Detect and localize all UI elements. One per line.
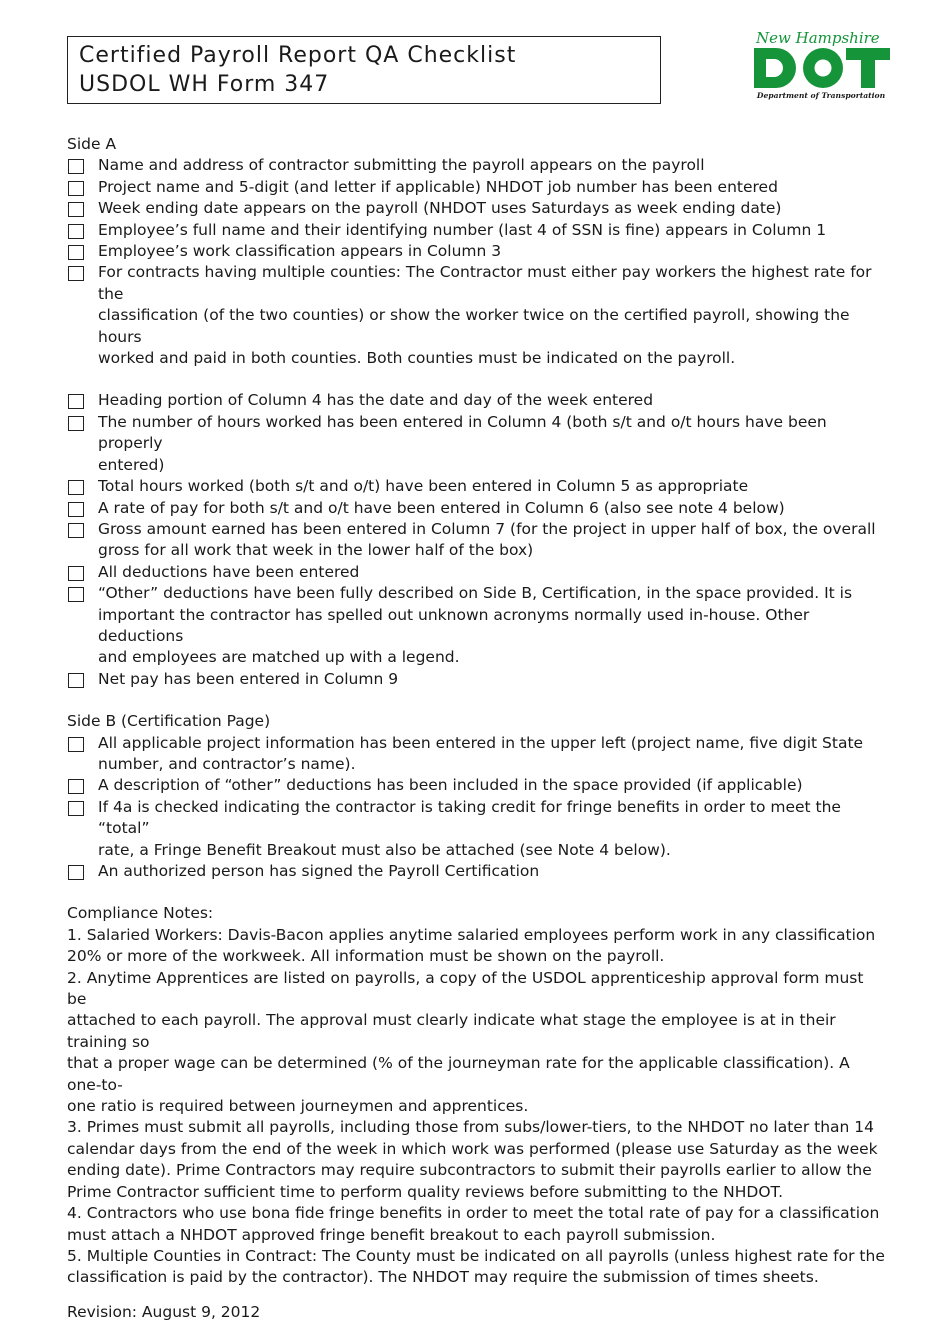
checklist-item	[67, 562, 887, 583]
title-box	[67, 36, 661, 104]
checklist-item-text: The number of hours worked has been entered in Column 4 (both s/t and o/t hours have been properly	[98, 412, 827, 453]
checklist-item-text: A description of “other” deductions has been included in the space provided (if applicable)	[98, 776, 803, 795]
checkbox[interactable]	[68, 737, 84, 752]
checklist-item-text: Gross amount earned has been entered in Column 7 (for the project in upper half of box, the overall	[98, 519, 876, 538]
checklist-item-text: All applicable project information has been entered in the upper left (project name, five digit State	[98, 733, 864, 752]
checkbox[interactable]	[68, 394, 84, 409]
compliance-note	[67, 1117, 887, 1203]
nhdot-logo	[748, 28, 894, 102]
checkbox[interactable]	[68, 480, 84, 495]
checklist-item	[67, 177, 887, 198]
checkbox[interactable]	[68, 673, 84, 688]
checkbox[interactable]	[68, 502, 84, 517]
checkbox[interactable]	[68, 245, 84, 260]
logo-subtitle: Department of Transportation	[756, 91, 886, 100]
compliance-note-text: 5. Multiple Counties in Contract: The County must be indicated on all payrolls (unless highest rate for the	[67, 1246, 885, 1265]
checklist-item	[67, 583, 887, 669]
checklist-item-text: Week ending date appears on the payroll (NHDOT uses Saturdays as week ending date)	[98, 199, 782, 218]
compliance-note-text: 3. Primes must submit all payrolls, including those from subs/lower-tiers, to the NHDOT no later than 14	[67, 1118, 874, 1137]
checklist-item	[67, 155, 887, 176]
checklist-item	[67, 861, 887, 882]
side-b-items	[67, 733, 887, 883]
compliance-notes	[67, 925, 887, 1289]
side-a-heading: Side A	[67, 135, 117, 153]
compliance-note-text: ending date). Prime Contractors may require subcontractors to submit their payrolls earlier to allow the	[67, 1161, 872, 1180]
checklist-item	[67, 733, 887, 776]
compliance-note-text: that a proper wage can be determined (% of the journeyman rate for the applicable classification). A one-to-	[67, 1054, 850, 1094]
checklist-item	[67, 262, 887, 369]
checklist-item-text: and employees are matched up with a legend.	[98, 648, 460, 667]
compliance-note	[67, 1246, 887, 1289]
checklist-item-text: “Other” deductions have been fully described on Side B, Certification, in the space provided. It is	[98, 584, 853, 603]
compliance-note-text: calendar days from the end of the week in which work was performed (please use Saturday as the week	[67, 1139, 878, 1158]
checkbox[interactable]	[68, 181, 84, 196]
checklist-item-text: Net pay has been entered in Column 9	[98, 669, 399, 688]
document-title: Certified Payroll Report QA Checklist	[79, 43, 517, 68]
checkbox[interactable]	[68, 587, 84, 602]
checklist-item	[67, 797, 887, 861]
checklist-item-text: rate, a Fringe Benefit Breakout must also be attached (see Note 4 below).	[98, 840, 671, 859]
checklist-item-text: gross for all work that week in the lower half of the box)	[98, 541, 534, 560]
checklist-item-text: worked and paid in both counties. Both counties must be indicated on the payroll.	[98, 349, 736, 368]
checklist-item-text: Employee’s work classification appears in Column 3	[98, 242, 502, 261]
checklist-item	[67, 498, 887, 519]
checklist-item-text: A rate of pay for both s/t and o/t have been entered in Column 6 (also see note 4 below)	[98, 498, 785, 517]
checkbox[interactable]	[68, 865, 84, 880]
compliance-note	[67, 925, 887, 968]
compliance-note-text: 20% or more of the workweek. All information must be shown on the payroll.	[67, 947, 665, 966]
checklist-item	[67, 476, 887, 497]
checklist-item-text: Total hours worked (both s/t and o/t) have been entered in Column 5 as appropriate	[98, 477, 749, 496]
checklist-item-text: entered)	[98, 455, 165, 474]
checklist-item	[67, 241, 887, 262]
checklist-item	[67, 519, 887, 562]
side-b-heading: Side B (Certification Page)	[67, 712, 271, 731]
checklist-item-text: An authorized person has signed the Payroll Certification	[98, 862, 540, 880]
checklist-item	[67, 669, 887, 690]
compliance-note	[67, 968, 887, 1118]
checklist-item-text: classification (of the two counties) or show the worker twice on the certified payroll, showing the hours	[98, 306, 850, 346]
checklist-item-text: For contracts having multiple counties: The Contractor must either pay workers the highest rate for the	[98, 263, 872, 303]
checklist-item	[67, 412, 887, 476]
checkbox[interactable]	[68, 224, 84, 239]
checklist-item-text: Heading portion of Column 4 has the date and day of the week entered	[98, 391, 654, 410]
checklist-item-text: number, and contractor’s name).	[98, 754, 356, 773]
compliance-heading: Compliance Notes:	[67, 904, 214, 923]
checkbox[interactable]	[68, 159, 84, 174]
compliance-note-text: classification is paid by the contractor). The NHDOT may require the submission of times sheets.	[67, 1268, 819, 1287]
compliance-note	[67, 1203, 887, 1246]
checkbox[interactable]	[68, 779, 84, 794]
checklist-item	[67, 390, 887, 411]
compliance-note-text: 1. Salaried Workers: Davis-Bacon applies anytime salaried employees perform work in any classification	[67, 925, 876, 944]
compliance-note-text: 2. Anytime Apprentices are listed on payrolls, a copy of the USDOL apprenticeship approval form must be	[67, 968, 864, 1009]
checkbox[interactable]	[68, 202, 84, 217]
checklist-item-text: Project name and 5-digit (and letter if applicable) NHDOT job number has been entered	[98, 177, 778, 196]
checklist-item-text: If 4a is checked indicating the contractor is taking credit for fringe benefits in order to meet the “total”	[98, 797, 841, 838]
checklist-item	[67, 775, 887, 796]
checkbox[interactable]	[68, 266, 84, 281]
checklist-item-text: Name and address of contractor submitting the payroll appears on the payroll	[98, 156, 705, 175]
compliance-note-text: Prime Contractor sufficient time to perform quality reviews before submitting to the NHDOT.	[67, 1182, 784, 1201]
form-number: USDOL WH Form 347	[79, 72, 330, 97]
checkbox[interactable]	[68, 566, 84, 581]
compliance-note-text: must attach a NHDOT approved fringe benefit breakout to each payroll submission.	[67, 1225, 716, 1244]
compliance-note-text: one ratio is required between journeymen and apprentices.	[67, 1097, 529, 1116]
checkbox[interactable]	[68, 523, 84, 538]
side-a-group2	[67, 390, 887, 690]
checklist-item	[67, 220, 887, 241]
side-a-group1	[67, 155, 887, 369]
checklist-item	[67, 198, 887, 219]
checklist-item-text: Employee’s full name and their identifying number (last 4 of SSN is fine) appears in Column 1	[98, 220, 827, 239]
revision-date: Revision: August 9, 2012	[67, 1302, 261, 1321]
checkbox[interactable]	[68, 416, 84, 431]
checklist-body	[67, 134, 887, 1323]
checkbox[interactable]	[68, 801, 84, 816]
compliance-note-text: 4. Contractors who use bona fide fringe benefits in order to meet the total rate of pay for a classification	[67, 1204, 880, 1223]
logo-state-script: New Hampshire	[756, 29, 880, 47]
checklist-item-text: important the contractor has spelled out unknown acronyms normally used in-house. Other deductions	[98, 605, 810, 645]
checklist-item-text: All deductions have been entered	[98, 562, 360, 581]
compliance-note-text: attached to each payroll. The approval must clearly indicate what stage the employee is at in their training so	[67, 1011, 836, 1051]
